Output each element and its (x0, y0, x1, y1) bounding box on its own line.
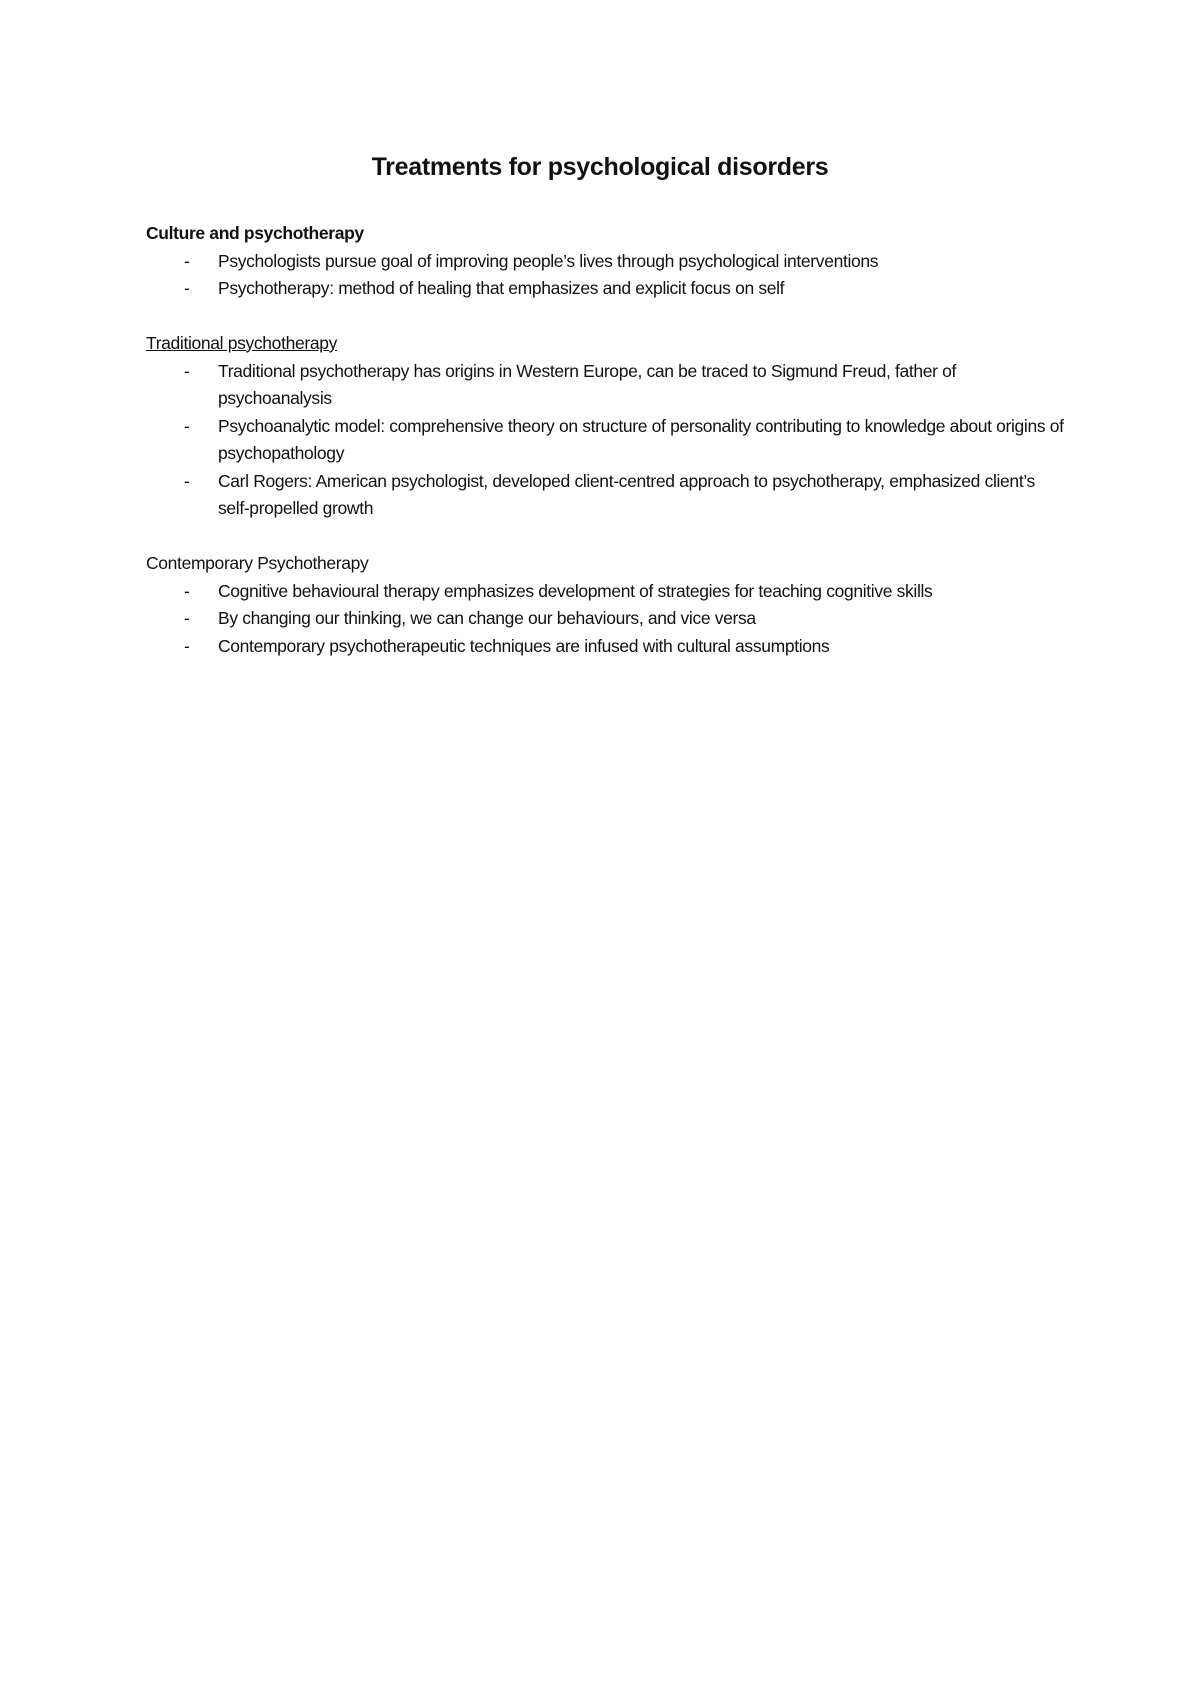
bullet-dash: - (184, 580, 190, 601)
list-item-text: Psychotherapy: method of healing that emphasizes and explicit focus on self (218, 278, 785, 298)
document-body (146, 220, 1066, 688)
list-item-text: Psychologists pursue goal of improving people’s lives through psychological interventions (218, 250, 879, 271)
bullet-dash: - (184, 635, 190, 656)
bullet-dash: - (184, 250, 190, 271)
list-item (146, 248, 1066, 276)
section-heading: Culture and psychotherapy (146, 223, 364, 243)
list-item (146, 633, 1066, 661)
bullet-dash: - (184, 360, 190, 381)
section-heading: Traditional psychotherapy (146, 333, 337, 353)
list-item-text: By changing our thinking, we can change our behaviours, and vice versa (218, 608, 756, 628)
bullet-dash: - (184, 415, 190, 436)
section-culture-and-psychotherapy (146, 220, 1066, 303)
list-item (146, 275, 1066, 303)
list-item (146, 413, 1066, 468)
list-item-text: Cognitive behavioural therapy emphasizes development of strategies for teaching cognitive skills (218, 580, 933, 601)
section-traditional-psychotherapy (146, 330, 1066, 523)
list-item (146, 358, 1066, 413)
list-item (146, 605, 1066, 633)
list-item-text: Contemporary psychotherapeutic techniques are infused with cultural assumptions (218, 635, 830, 656)
bullet-dash: - (184, 278, 190, 298)
bullet-dash: - (184, 608, 190, 628)
list-item-text: Traditional psychotherapy has origins in Western Europe, can be traced to Sigmund Freud, father of psychoanalysis (218, 360, 957, 408)
bullet-dash: - (184, 470, 190, 491)
page-title: Treatments for psychological disorders (371, 153, 829, 181)
list-item-text: Psychoanalytic model: comprehensive theory on structure of personality contributing to knowledge about origins of psychopathology (218, 415, 1064, 463)
list-item (146, 468, 1066, 523)
list-item (146, 578, 1066, 606)
list-item-text: Carl Rogers: American psychologist, developed client-centred approach to psychotherapy, emphasized client’s self-propelled growth (218, 470, 1035, 518)
bullet-list (146, 358, 1066, 523)
section-contemporary-psychotherapy (146, 550, 1066, 660)
bullet-list (146, 248, 1066, 303)
bullet-list (146, 578, 1066, 661)
section-heading: Contemporary Psychotherapy (146, 553, 369, 573)
